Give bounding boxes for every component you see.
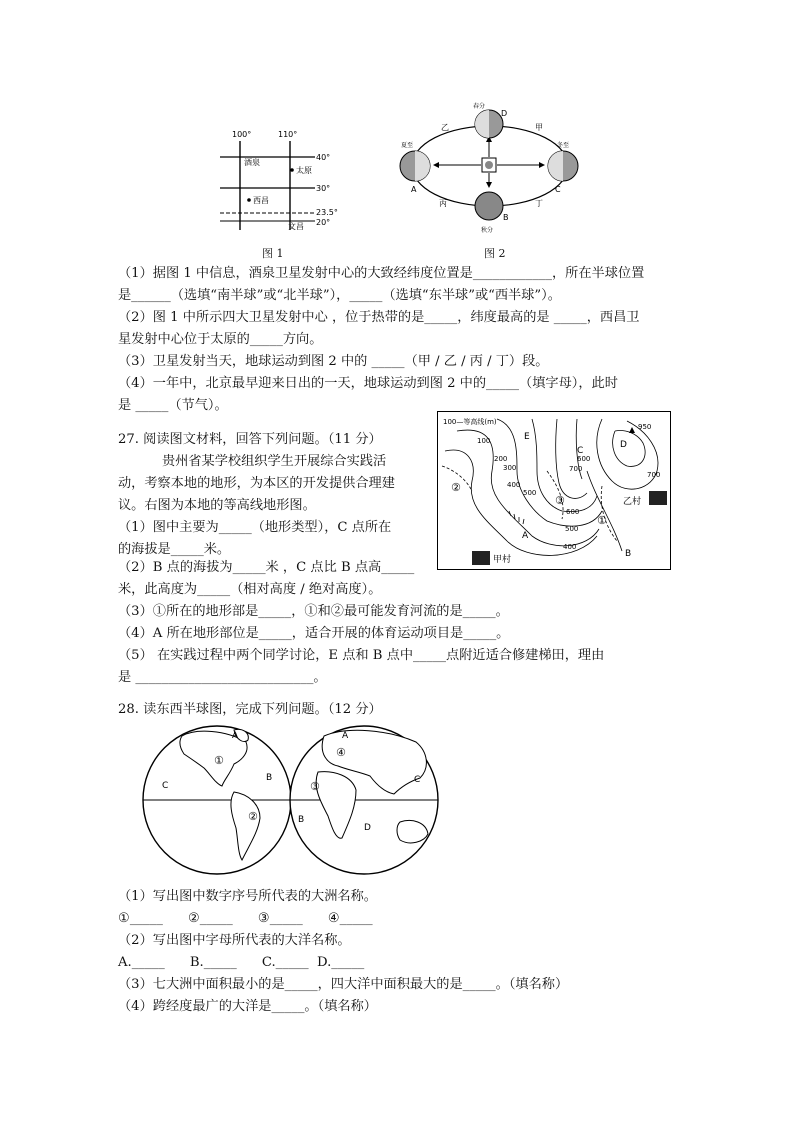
place-xichang: 西昌	[253, 196, 269, 205]
q26-line-4: 星发射中心位于太原的_____方向。	[118, 332, 323, 347]
q28-line-5: A._____ B._____ C._____ D._____	[118, 955, 365, 970]
west-label-a: A	[232, 731, 239, 741]
lat-label-23-5: 23.5°	[316, 208, 338, 217]
q27-line-4: 议。右图为本地的等高线地形图。	[118, 498, 316, 513]
earth-bottom-icon	[475, 192, 503, 220]
q28-line-3: ①_____ ②_____ ③_____ ④_____	[118, 911, 373, 926]
season-bottom: 秋分	[481, 227, 494, 234]
elev-200: 200	[494, 455, 508, 463]
q26-line-1: （1）据图 1 中信息，酒泉卫星发射中心的大致经纬度位置是____________，所在半球位置	[118, 266, 645, 281]
q26-line-7: 是 _____（节气）。	[118, 398, 228, 413]
east-label-3: ③	[310, 780, 320, 793]
point-d: D	[501, 109, 508, 118]
segment-bing: 丙	[439, 199, 447, 208]
earth-left-icon	[400, 151, 430, 181]
point-e: E	[524, 432, 530, 442]
q27-line-11: （5） 在实践过程中两个同学讨论，E 点和 B 点中_____点附近适合修建梯田，理由	[118, 648, 605, 663]
q27-line-5: （1）图中主要为_____（地形类型），C 点所在	[118, 520, 392, 535]
q28-line-2: （1）写出图中数字序号所代表的大洲名称。	[118, 889, 377, 904]
segment-yi: 乙	[441, 123, 449, 132]
point-b: B	[503, 213, 509, 222]
lat-label-20: 20°	[316, 218, 331, 227]
q27-line-2: 贵州省某学校组织学生开展综合实践活	[162, 454, 387, 469]
elev-400: 400	[507, 481, 521, 489]
elev-600-b: 600	[566, 508, 580, 516]
west-label-1: ①	[214, 754, 224, 767]
west-label-c: C	[162, 781, 169, 791]
elev-700: 700	[569, 465, 583, 473]
east-label-a: A	[342, 731, 349, 741]
lon-label-110: 110°	[278, 130, 298, 139]
marker-1: ①	[597, 514, 607, 527]
point-a: A	[411, 185, 417, 194]
q27-heading: 27. 阅读图文材料，回答下列问题。（11 分）	[118, 432, 382, 447]
elev-300: 300	[503, 464, 517, 472]
lat-label-40: 40°	[316, 153, 331, 162]
q28-line-4: （2）写出图中字母所代表的大洋名称。	[118, 933, 351, 948]
point-d: D	[620, 440, 627, 450]
east-label-c: C	[414, 775, 421, 785]
marker-2: ②	[451, 481, 461, 494]
q27-line-6: 的海拔是_____米。	[118, 542, 231, 557]
elev-950: 950	[638, 423, 652, 431]
q26-line-3: （2）图 1 中所示四大卫星发射中心 ，位于热带的是_____，纬度最高的是 _____，西昌卫	[118, 310, 640, 325]
point-a: A	[522, 531, 529, 541]
q28-line-6: （3）七大洲中面积最小的是_____，四大洋中面积最大的是_____。（填名称）	[118, 977, 569, 992]
lon-label-100: 100°	[232, 130, 252, 139]
village-jia-icon	[472, 551, 490, 565]
elev-100: 100	[477, 437, 491, 445]
point-b: B	[625, 549, 632, 559]
marker-3: ③	[555, 494, 565, 507]
season-left: 夏至	[401, 142, 414, 149]
q27-line-12: 是 ___________________________。	[118, 670, 327, 685]
q26-line-6: （4）一年中，北京最早迎来日出的一天，地球运动到图 2 中的_____（填字母），此时	[118, 376, 618, 391]
figure-1-caption: 图 1	[262, 247, 284, 260]
east-label-4: ④	[336, 746, 346, 759]
q28-heading: 28. 读东西半球图，完成下列问题。（12 分）	[118, 702, 382, 717]
q27-line-7: （2）B 点的海拔为_____米 ，C 点比 B 点高_____	[118, 560, 415, 575]
segment-jia: 甲	[535, 123, 543, 132]
contour-legend: 100—等高线(m)	[443, 418, 497, 426]
season-right: 冬至	[557, 142, 570, 149]
figure-2-caption: 图 2	[484, 247, 506, 260]
elev-700-b: 700	[647, 471, 661, 479]
hemispheres-map	[138, 722, 448, 876]
elev-600: 600	[577, 455, 591, 463]
village-jia-label: 甲村	[493, 555, 512, 565]
figure-1-grid	[210, 125, 350, 235]
elev-500-b: 500	[565, 525, 579, 533]
earth-top-icon	[475, 110, 503, 138]
place-taiyuan: 太原	[296, 166, 312, 175]
village-yi-icon	[649, 491, 667, 505]
q27-line-10: （4）A 所在地形部位是_____，适合开展的体育运动项目是_____。	[118, 626, 510, 641]
elev-400-b: 400	[563, 543, 577, 551]
east-label-b: B	[298, 815, 305, 825]
earth-right-icon	[548, 151, 578, 181]
sun-icon	[482, 158, 496, 172]
segment-ding: 丁	[535, 199, 543, 208]
west-label-b: B	[266, 773, 273, 783]
q28-line-7: （4）跨经度最广的大洋是_____。（填名称）	[118, 999, 377, 1014]
village-yi-label: 乙村	[623, 497, 642, 507]
q27-line-8: 米，此高度为_____（相对高度 / 绝对高度）。	[118, 582, 382, 597]
season-top: 春分	[473, 103, 486, 110]
q27-line-3: 动，考察本地的地形，为本区的开发提供合理建	[118, 476, 395, 491]
west-label-2: ②	[248, 810, 258, 823]
figure-2-orbit	[395, 100, 595, 242]
q27-line-9: （3）①所在的地形部是_____，①和②最可能发育河流的是_____。	[118, 604, 509, 619]
q26-line-2: 是______（选填“南半球”或“北半球”），_____（选填“东半球”或“西半球”）。	[118, 288, 561, 303]
point-c: C	[577, 446, 584, 456]
place-wenchang: 文昌	[288, 222, 304, 231]
western-hemisphere	[143, 726, 291, 874]
lat-label-30: 30°	[316, 184, 331, 193]
point-c: C	[555, 185, 561, 194]
eastern-hemisphere	[290, 726, 438, 874]
elev-500: 500	[523, 489, 537, 497]
place-jiuquan: 酒泉	[244, 158, 260, 167]
q26-line-5: （3）卫星发射当天，地球运动到图 2 中的 _____（甲 / 乙 / 丙 / 丁）段。	[118, 354, 549, 369]
east-label-d: D	[364, 823, 371, 833]
contour-map	[437, 411, 671, 570]
